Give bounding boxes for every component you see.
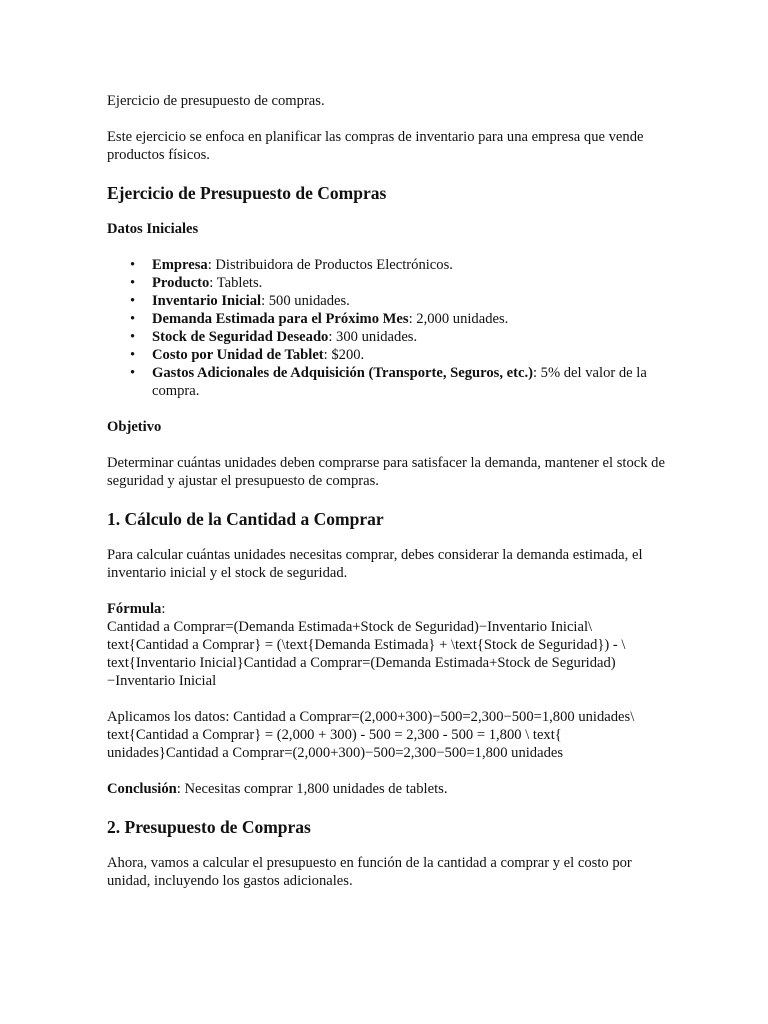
- list-item: [130, 364, 668, 400]
- bullet-icon: •: [130, 365, 136, 381]
- item-label: Demanda Estimada para el Próximo Mes: [152, 311, 409, 327]
- item-label: Inventario Inicial: [152, 293, 262, 309]
- list-item: [130, 346, 668, 364]
- list-item: [130, 310, 668, 328]
- apply-text: Aplicamos los datos: Cantidad a Comprar=(2,000+300)−500=2,300−500=1,800 unidades\ text{Cantidad a Comprar} = (2,000 + 300) - 500 = 2,300 - 500 = 1,800 \ text{ unidades}Cantidad a Comprar=(2,000+300)−500=2,300−500=1,800 unidades: [107, 709, 635, 761]
- item-label: Costo por Unidad de Tablet: [152, 347, 324, 363]
- intro-description: Este ejercicio se enfoca en planificar las compras de inventario para una empresa que vende productos físicos.: [107, 129, 644, 163]
- bullet-icon: •: [130, 311, 136, 327]
- item-label: Gastos Adicionales de Adquisición (Transporte, Seguros, etc.): [152, 365, 533, 381]
- bullet-icon: •: [130, 257, 136, 273]
- item-label: Empresa: [152, 257, 208, 273]
- intro-title: Ejercicio de presupuesto de compras.: [107, 93, 325, 109]
- item-value: : $200.: [323, 347, 365, 363]
- bullet-icon: •: [130, 347, 136, 363]
- formula-text: Cantidad a Comprar=(Demanda Estimada+Stock de Seguridad)−Inventario Inicial\ text{Cantidad a Comprar} = (\text{Demanda Estimada} + \text{Stock de Seguridad}) - \ text{Inventario Inicial}Cantidad a Comprar=(Demanda Estimada+Stock de Seguridad) −Inventario Inicial: [107, 619, 626, 689]
- list-item: [130, 328, 668, 346]
- section1-heading: 1. Cálculo de la Cantidad a Comprar: [107, 509, 384, 529]
- bullet-icon: •: [130, 293, 136, 309]
- formula-block: [107, 600, 668, 690]
- item-value: : 2,000 unidades.: [408, 311, 509, 327]
- section2-text: Ahora, vamos a calcular el presupuesto en función de la cantidad a comprar y el costo por unidad, incluyendo los gastos adicionales.: [107, 855, 632, 889]
- item-value: : 500 unidades.: [261, 293, 350, 309]
- datos-list: [107, 256, 668, 400]
- bullet-icon: •: [130, 329, 136, 345]
- objetivo-heading: Objetivo: [107, 419, 162, 435]
- list-item: [130, 274, 668, 292]
- datos-heading: Datos Iniciales: [107, 221, 199, 237]
- formula-label: Fórmula: [107, 601, 162, 617]
- conclusion-label: Conclusión: [107, 781, 177, 797]
- main-heading: Ejercicio de Presupuesto de Compras: [107, 183, 387, 203]
- list-item: [130, 292, 668, 310]
- bullet-icon: •: [130, 275, 136, 291]
- item-label: Stock de Seguridad Deseado: [152, 329, 329, 345]
- item-value: : 5% del valor de la compra.: [152, 365, 647, 399]
- item-value: : Tablets.: [209, 275, 263, 291]
- section2-heading: 2. Presupuesto de Compras: [107, 817, 311, 837]
- conclusion-text: : Necesitas comprar 1,800 unidades de tablets.: [176, 781, 448, 797]
- objetivo-text: Determinar cuántas unidades deben comprarse para satisfacer la demanda, mantener el stock de seguridad y ajustar el presupuesto de compras.: [107, 455, 665, 489]
- conclusion: [107, 780, 668, 798]
- section1-text: Para calcular cuántas unidades necesitas comprar, debes considerar la demanda estimada, el inventario inicial y el stock de seguridad.: [107, 547, 643, 581]
- list-item: [130, 256, 668, 274]
- item-label: Producto: [152, 275, 210, 291]
- formula-colon: :: [161, 601, 166, 617]
- item-value: : Distribuidora de Productos Electrónicos.: [207, 257, 453, 273]
- item-value: : 300 unidades.: [328, 329, 418, 345]
